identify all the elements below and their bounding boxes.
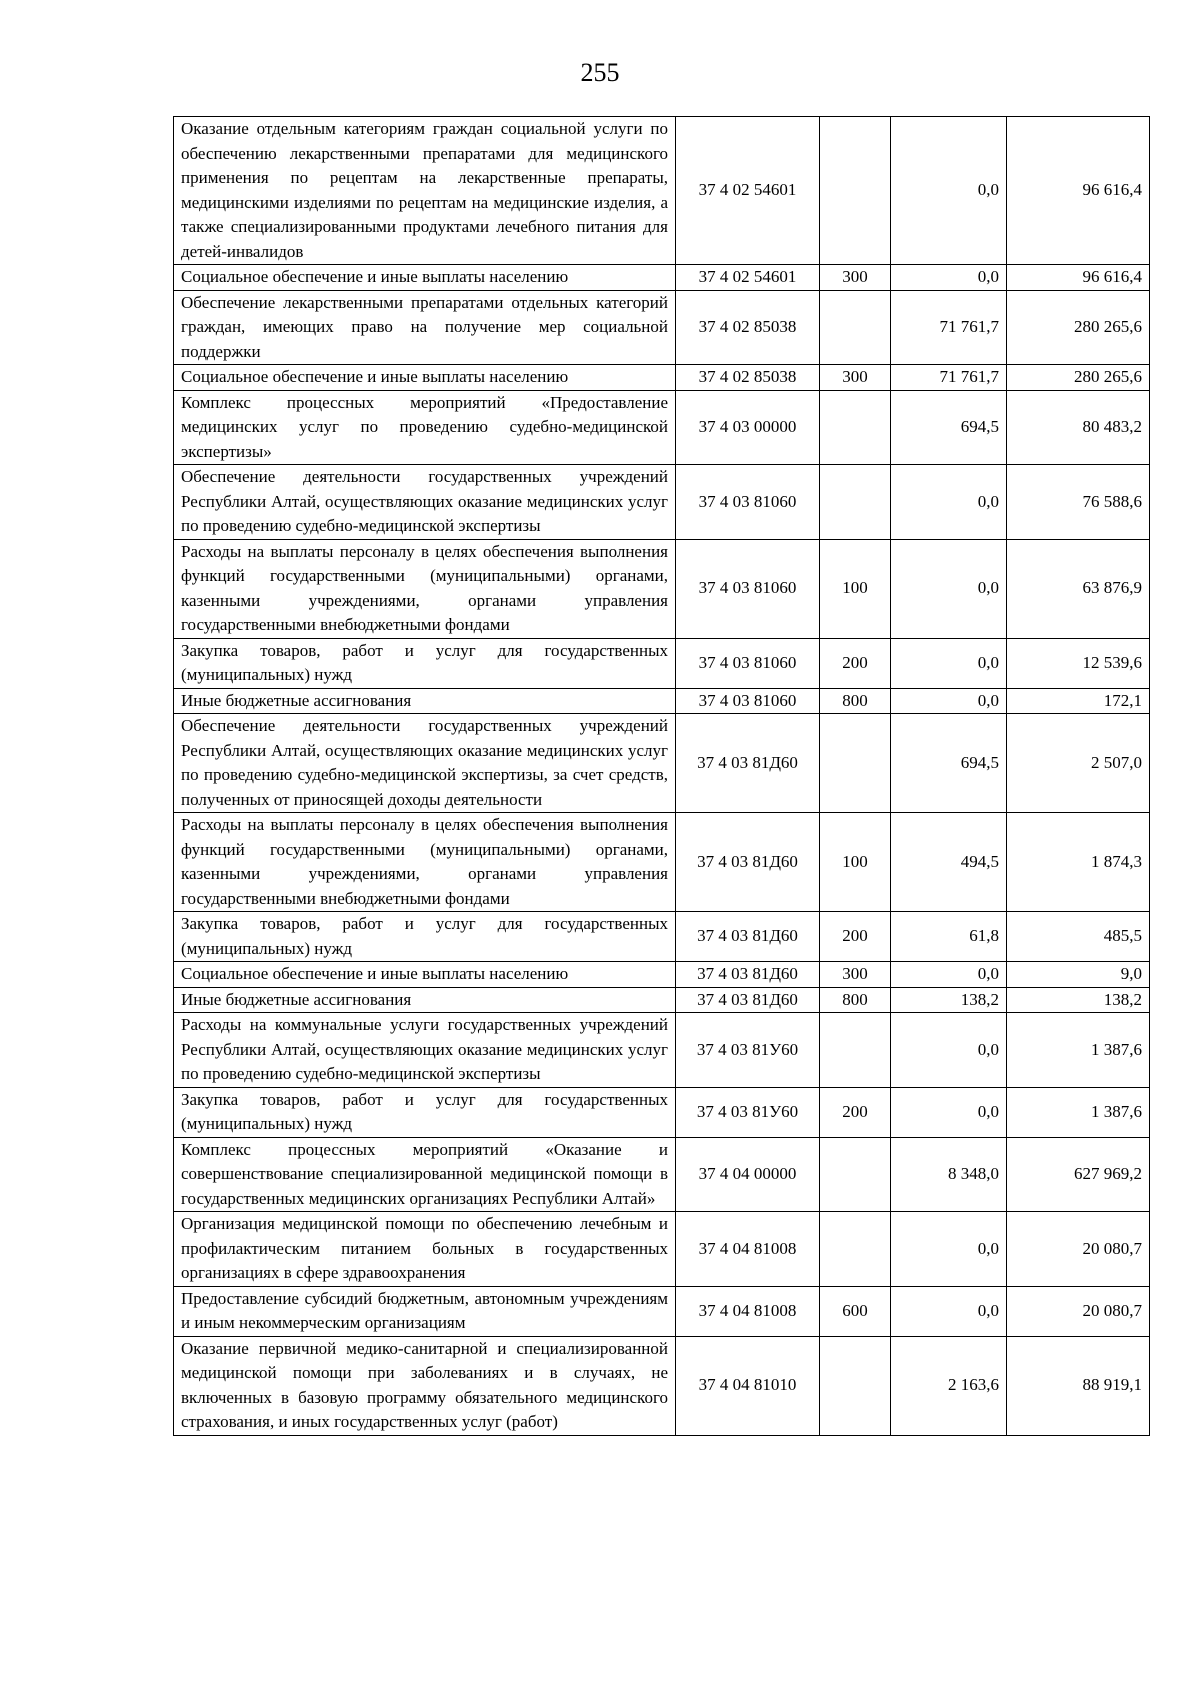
row-code: 37 4 03 00000: [676, 390, 820, 465]
row-value-1: 138,2: [891, 987, 1007, 1013]
row-code: 37 4 03 81У60: [676, 1087, 820, 1137]
row-code: 37 4 03 81060: [676, 688, 820, 714]
row-name: Закупка товаров, работ и услуг для государственных (муниципальных) нужд: [174, 638, 676, 688]
row-expense-type: 100: [820, 813, 891, 912]
row-name: Иные бюджетные ассигнования: [174, 688, 676, 714]
row-value-2: 76 588,6: [1007, 465, 1150, 540]
row-name: Обеспечение деятельности государственных учреждений Республики Алтай, осуществляющих оказание медицинских услуг по проведению судебно-медицинской экспертизы: [174, 465, 676, 540]
row-expense-type: 600: [820, 1286, 891, 1336]
row-value-2: 138,2: [1007, 987, 1150, 1013]
row-expense-type: 800: [820, 688, 891, 714]
row-name: Социальное обеспечение и иные выплаты населению: [174, 962, 676, 988]
row-value-2: 96 616,4: [1007, 265, 1150, 291]
row-code: 37 4 03 81060: [676, 539, 820, 638]
table-row: [174, 813, 1150, 912]
row-value-2: 627 969,2: [1007, 1137, 1150, 1212]
row-name: Социальное обеспечение и иные выплаты населению: [174, 265, 676, 291]
row-expense-type: [820, 1137, 891, 1212]
row-expense-type: 200: [820, 912, 891, 962]
row-value-2: 63 876,9: [1007, 539, 1150, 638]
row-value-1: 0,0: [891, 465, 1007, 540]
row-value-1: 0,0: [891, 1286, 1007, 1336]
budget-table-body: [174, 117, 1150, 1436]
row-name: Предоставление субсидий бюджетным, автономным учреждениям и иным некоммерческим организациям: [174, 1286, 676, 1336]
row-expense-type: [820, 290, 891, 365]
row-expense-type: 200: [820, 638, 891, 688]
table-row: [174, 714, 1150, 813]
row-expense-type: 300: [820, 265, 891, 291]
row-expense-type: [820, 1013, 891, 1088]
table-row: [174, 1013, 1150, 1088]
row-value-1: 71 761,7: [891, 290, 1007, 365]
table-row: [174, 265, 1150, 291]
table-row: [174, 688, 1150, 714]
row-code: 37 4 03 81Д60: [676, 962, 820, 988]
row-code: 37 4 03 81060: [676, 638, 820, 688]
row-expense-type: [820, 117, 891, 265]
row-name: Социальное обеспечение и иные выплаты населению: [174, 365, 676, 391]
row-value-1: 71 761,7: [891, 365, 1007, 391]
row-expense-type: 300: [820, 365, 891, 391]
row-value-1: 494,5: [891, 813, 1007, 912]
row-name: Закупка товаров, работ и услуг для государственных (муниципальных) нужд: [174, 1087, 676, 1137]
row-value-1: 0,0: [891, 117, 1007, 265]
table-row: [174, 1212, 1150, 1287]
row-name: Обеспечение деятельности государственных учреждений Республики Алтай, осуществляющих оказание медицинских услуг по проведению судебно-медицинской экспертизы, за счет средств, полученных от приносящей доходы деятельности: [174, 714, 676, 813]
row-value-2: 172,1: [1007, 688, 1150, 714]
row-value-1: 0,0: [891, 1212, 1007, 1287]
row-code: 37 4 04 00000: [676, 1137, 820, 1212]
row-name: Комплекс процессных мероприятий «Оказание и совершенствование специализированной медицинской помощи в государственных медицинских организациях Республики Алтай»: [174, 1137, 676, 1212]
row-expense-type: [820, 714, 891, 813]
row-value-2: 2 507,0: [1007, 714, 1150, 813]
table-row: [174, 1336, 1150, 1435]
row-name: Иные бюджетные ассигнования: [174, 987, 676, 1013]
row-code: 37 4 03 81Д60: [676, 987, 820, 1013]
row-value-2: 1 387,6: [1007, 1087, 1150, 1137]
row-code: 37 4 04 81008: [676, 1286, 820, 1336]
budget-table: [173, 116, 1150, 1436]
row-code: 37 4 04 81008: [676, 1212, 820, 1287]
row-value-1: 694,5: [891, 714, 1007, 813]
row-name: Расходы на выплаты персоналу в целях обеспечения выполнения функций государственными (муниципальными) органами, казенными учреждениями, органами управления государственными внебюджетными фондами: [174, 539, 676, 638]
row-value-1: 0,0: [891, 638, 1007, 688]
row-value-2: 88 919,1: [1007, 1336, 1150, 1435]
row-code: 37 4 03 81Д60: [676, 714, 820, 813]
row-expense-type: 100: [820, 539, 891, 638]
row-value-2: 80 483,2: [1007, 390, 1150, 465]
row-value-2: 96 616,4: [1007, 117, 1150, 265]
table-row: [174, 987, 1150, 1013]
row-expense-type: [820, 1336, 891, 1435]
table-row: [174, 1087, 1150, 1137]
row-code: 37 4 02 54601: [676, 265, 820, 291]
row-name: Оказание отдельным категориям граждан социальной услуги по обеспечению лекарственными препаратами для медицинского применения по рецептам на лекарственные препараты, медицинскими изделиями по рецептам на медицинские изделия, а также специализированными продуктами лечебного питания для детей-инвалидов: [174, 117, 676, 265]
table-row: [174, 1137, 1150, 1212]
row-code: 37 4 03 81Д60: [676, 813, 820, 912]
row-value-1: 0,0: [891, 688, 1007, 714]
row-name: Закупка товаров, работ и услуг для государственных (муниципальных) нужд: [174, 912, 676, 962]
table-row: [174, 117, 1150, 265]
row-code: 37 4 03 81У60: [676, 1013, 820, 1088]
row-code: 37 4 02 54601: [676, 117, 820, 265]
row-value-1: 0,0: [891, 962, 1007, 988]
table-row: [174, 962, 1150, 988]
table-row: [174, 912, 1150, 962]
row-name: Оказание первичной медико-санитарной и специализированной медицинской помощи при заболеваниях и в случаях, не включенных в базовую программу обязательного медицинского страхования, и иных государственных услуг (работ): [174, 1336, 676, 1435]
row-code: 37 4 03 81060: [676, 465, 820, 540]
row-value-2: 1 387,6: [1007, 1013, 1150, 1088]
row-value-2: 20 080,7: [1007, 1212, 1150, 1287]
row-value-2: 9,0: [1007, 962, 1150, 988]
table-row: [174, 638, 1150, 688]
table-row: [174, 390, 1150, 465]
table-row: [174, 539, 1150, 638]
row-code: 37 4 03 81Д60: [676, 912, 820, 962]
row-value-2: 280 265,6: [1007, 290, 1150, 365]
row-expense-type: [820, 390, 891, 465]
row-value-2: 12 539,6: [1007, 638, 1150, 688]
row-value-2: 1 874,3: [1007, 813, 1150, 912]
row-expense-type: 800: [820, 987, 891, 1013]
row-value-1: 0,0: [891, 1087, 1007, 1137]
row-name: Расходы на коммунальные услуги государственных учреждений Республики Алтай, осуществляющих оказание медицинских услуг по проведению судебно-медицинской экспертизы: [174, 1013, 676, 1088]
row-value-2: 20 080,7: [1007, 1286, 1150, 1336]
row-value-1: 694,5: [891, 390, 1007, 465]
row-expense-type: 300: [820, 962, 891, 988]
row-value-1: 61,8: [891, 912, 1007, 962]
row-value-1: 0,0: [891, 265, 1007, 291]
table-row: [174, 1286, 1150, 1336]
table-row: [174, 465, 1150, 540]
row-name: Организация медицинской помощи по обеспечению лечебным и профилактическим питанием больных в государственных организациях в сфере здравоохранения: [174, 1212, 676, 1287]
table-row: [174, 365, 1150, 391]
row-value-1: 0,0: [891, 539, 1007, 638]
row-expense-type: [820, 1212, 891, 1287]
row-code: 37 4 02 85038: [676, 365, 820, 391]
row-expense-type: 200: [820, 1087, 891, 1137]
row-value-2: 280 265,6: [1007, 365, 1150, 391]
page-number: 255: [580, 58, 620, 87]
row-value-1: 8 348,0: [891, 1137, 1007, 1212]
row-code: 37 4 02 85038: [676, 290, 820, 365]
table-row: [174, 290, 1150, 365]
row-code: 37 4 04 81010: [676, 1336, 820, 1435]
row-expense-type: [820, 465, 891, 540]
row-name: Обеспечение лекарственными препаратами отдельных категорий граждан, имеющих право на получение мер социальной поддержки: [174, 290, 676, 365]
row-name: Расходы на выплаты персоналу в целях обеспечения выполнения функций государственными (муниципальными) органами, казенными учреждениями, органами управления государственными внебюджетными фондами: [174, 813, 676, 912]
row-value-2: 485,5: [1007, 912, 1150, 962]
row-name: Комплекс процессных мероприятий «Предоставление медицинских услуг по проведению судебно-медицинской экспертизы»: [174, 390, 676, 465]
row-value-1: 2 163,6: [891, 1336, 1007, 1435]
row-value-1: 0,0: [891, 1013, 1007, 1088]
